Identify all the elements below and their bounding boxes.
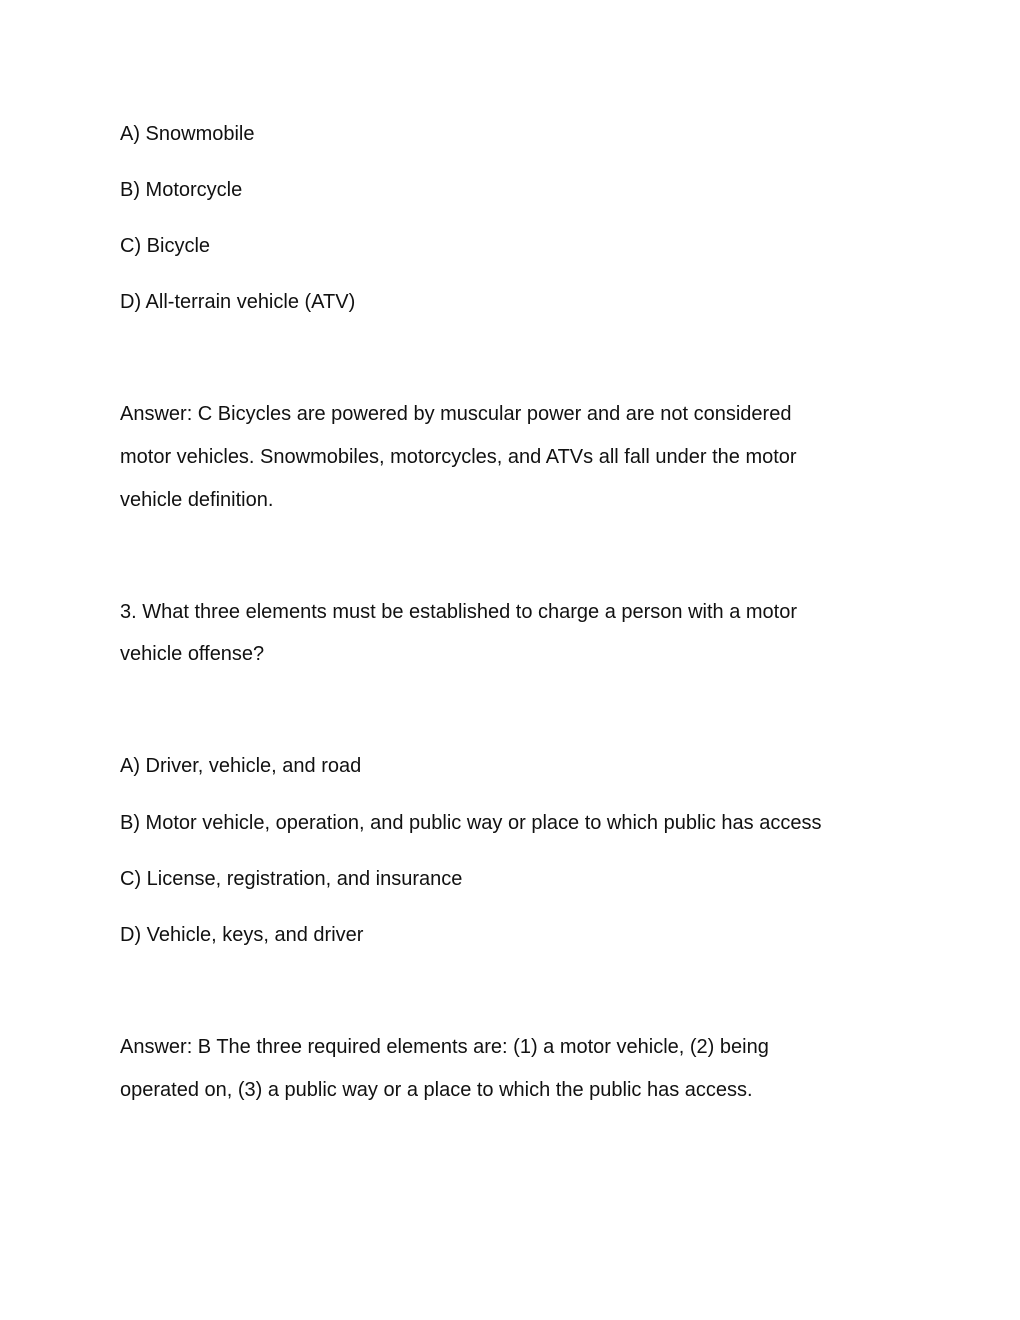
q3-option-b: B) Motor vehicle, operation, and public way or place to which public has access: [120, 812, 822, 834]
q3-question-line-2: vehicle offense?: [120, 643, 265, 665]
q3-answer-line-2: operated on, (3) a public way or a place to which the public has access.: [120, 1079, 753, 1101]
q2-option-d: D) All-terrain vehicle (ATV): [120, 291, 356, 313]
q2-option-c: C) Bicycle: [120, 235, 211, 257]
q2-answer-line-2: motor vehicles. Snowmobiles, motorcycles, and ATVs all fall under the motor: [120, 446, 797, 468]
q3-option-a: A) Driver, vehicle, and road: [120, 755, 362, 777]
q3-option-d: D) Vehicle, keys, and driver: [120, 924, 364, 946]
q2-answer-line-1: Answer: C Bicycles are powered by muscular power and are not considered: [120, 403, 792, 425]
q3-answer-line-1: Answer: B The three required elements are: (1) a motor vehicle, (2) being: [120, 1036, 769, 1058]
q2-option-b: B) Motorcycle: [120, 179, 243, 201]
q3-option-c: C) License, registration, and insurance: [120, 868, 463, 890]
q3-question-line-1: 3. What three elements must be established to charge a person with a motor: [120, 601, 798, 623]
q2-answer-line-3: vehicle definition.: [120, 489, 274, 511]
q2-option-a: A) Snowmobile: [120, 123, 255, 145]
